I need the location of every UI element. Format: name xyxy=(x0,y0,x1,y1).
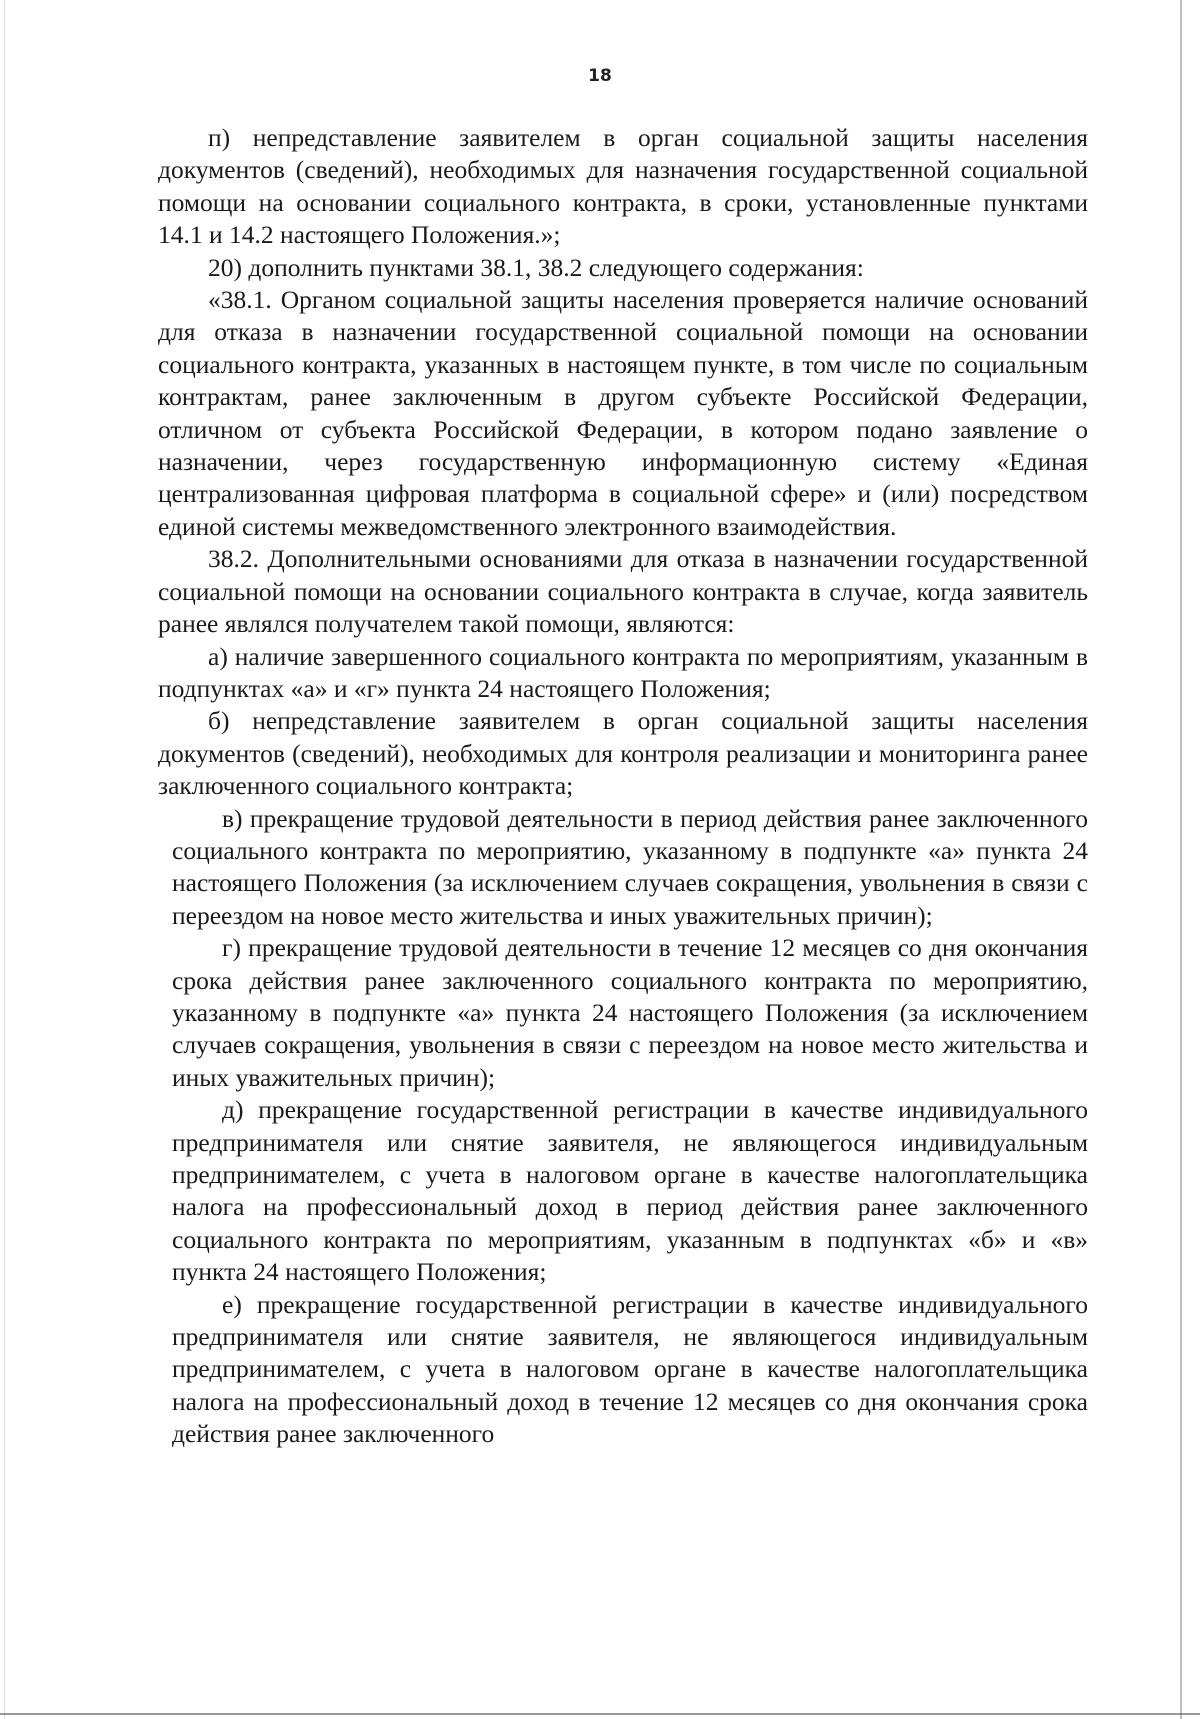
paragraph-e: е) прекращение государственной регистрации в качестве индивидуального предпринимателя или снятие заявителя, не являющегося индивидуальным предпринимателем, с учета в налоговом органе в качестве налогоплательщика налога на профессиональный доход в течение 12 месяцев со дня окончания срока действия ранее заключенного xyxy=(172,1289,1088,1449)
scan-edge-right xyxy=(1180,0,1182,1719)
paragraph-g: г) прекращение трудовой деятельности в течение 12 месяцев со дня окончания срока действия ранее заключенного социального контракта по мероприятию, указанному в подпункте «а» пункта 24 настоящего Положения (за исключением случаев сокращения, увольнения в связи с переездом на новое место жительства и иных уважительных причин); xyxy=(172,933,1088,1092)
paragraph-d: д) прекращение государственной регистрации в качестве индивидуального предпринимателя или снятие заявителя, не являющегося индивидуальным предпринимателем, с учета в налоговом органе в качестве налогоплательщика налога на профессиональный доход в период действия ранее заключенного социального контракта по мероприятиям, указанным в подпунктах «б» и «в» пункта 24 настоящего Положения; xyxy=(172,1095,1088,1287)
paragraph-38-2: 38.2. Дополнительными основаниями для отказа в назначении государственной социальной помощи на основании социального контракта в случае, когда заявитель ранее являлся получателем такой помощи, являются: xyxy=(158,544,1088,639)
paragraph-v: в) прекращение трудовой деятельности в период действия ранее заключенного социального контракта по мероприятию, указанному в подпункте «а» пункта 24 настоящего Положения (за исключением случаев сокращения, увольнения в связи с переездом на новое место жительства и иных уважительных причин); xyxy=(172,803,1088,930)
paragraph-38-1: «38.1. Органом социальной защиты населения проверяется наличие оснований для отказа в назначении государственной социальной помощи на основании социального контракта, указанных в настоящем пункте, в том числе по социальным контрактам, ранее заключенным в другом субъекте Российской Федерации, отличном от субъекта Российской Федерации, в котором подано заявление о назначении, через государственную информационную систему «Единая централизованная цифровая платформа в социальной сфере» и (или) посредством единой системы межведомственного электронного взаимодействия. xyxy=(158,285,1088,541)
scan-edge-left xyxy=(4,0,5,1719)
paragraph-p: п) непредставление заявителем в орган социальной защиты населения документов (сведений), необходимых для назначения государственной социальной помощи на основании социального контракта, в сроки, установленные пунктами 14.1 и 14.2 настоящего Положения.»; xyxy=(158,123,1088,250)
paragraph-b: б) непредставление заявителем в орган социальной защиты населения документов (сведений), необходимых для контроля реализации и мониторинга ранее заключенного социального контракта; xyxy=(158,706,1088,801)
scan-edge-bottom xyxy=(0,1713,1200,1715)
paragraph-20: 20) дополнить пунктами 38.1, 38.2 следующего содержания: xyxy=(208,252,864,282)
page-number: 18 xyxy=(588,66,612,86)
paragraph-a: а) наличие завершенного социального контракта по мероприятиям, указанным в подпунктах «а» и «г» пункта 24 настоящего Положения; xyxy=(158,641,1088,703)
document-body xyxy=(158,122,1088,1451)
